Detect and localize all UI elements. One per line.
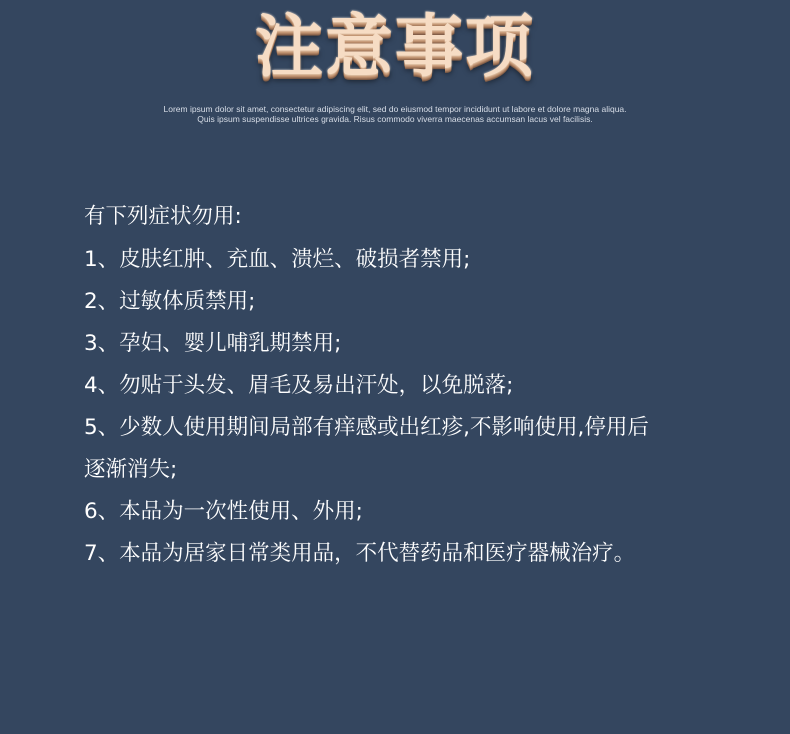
notice-item-1: 1、皮肤红肿、充血、溃烂、破损者禁用; <box>84 247 471 272</box>
notice-item-5: 5、少数人使用期间局部有痒感或出红疹,不影响使用,停用后 <box>84 415 649 440</box>
notice-item-3: 3、孕妇、婴儿哺乳期禁用; <box>84 331 342 356</box>
notice-item-5-continued: 逐渐消失; <box>84 457 178 482</box>
subtitle-line-1: Lorem ipsum dolor sit amet, consectetur adipiscing elit, sed do eiusmod tempor incididunt ut labore et dolore magna aliqua. <box>163 104 627 114</box>
subtitle-line-2: Quis ipsum suspendisse ultrices gravida. Risus commodo viverra maecenas accumsan lacus vel facilisis. <box>197 114 593 124</box>
notice-item-6: 6、本品为一次性使用、外用; <box>84 499 363 524</box>
notice-item-2: 2、过敏体质禁用; <box>84 289 256 314</box>
page-title: 注意事项 <box>254 8 535 87</box>
notice-item-7: 7、本品为居家日常类用品，不代替药品和医疗器械治疗。 <box>84 541 636 566</box>
notice-heading: 有下列症状勿用: <box>84 204 242 229</box>
notice-item-4: 4、勿贴于头发、眉毛及易出汗处，以免脱落; <box>84 373 514 398</box>
